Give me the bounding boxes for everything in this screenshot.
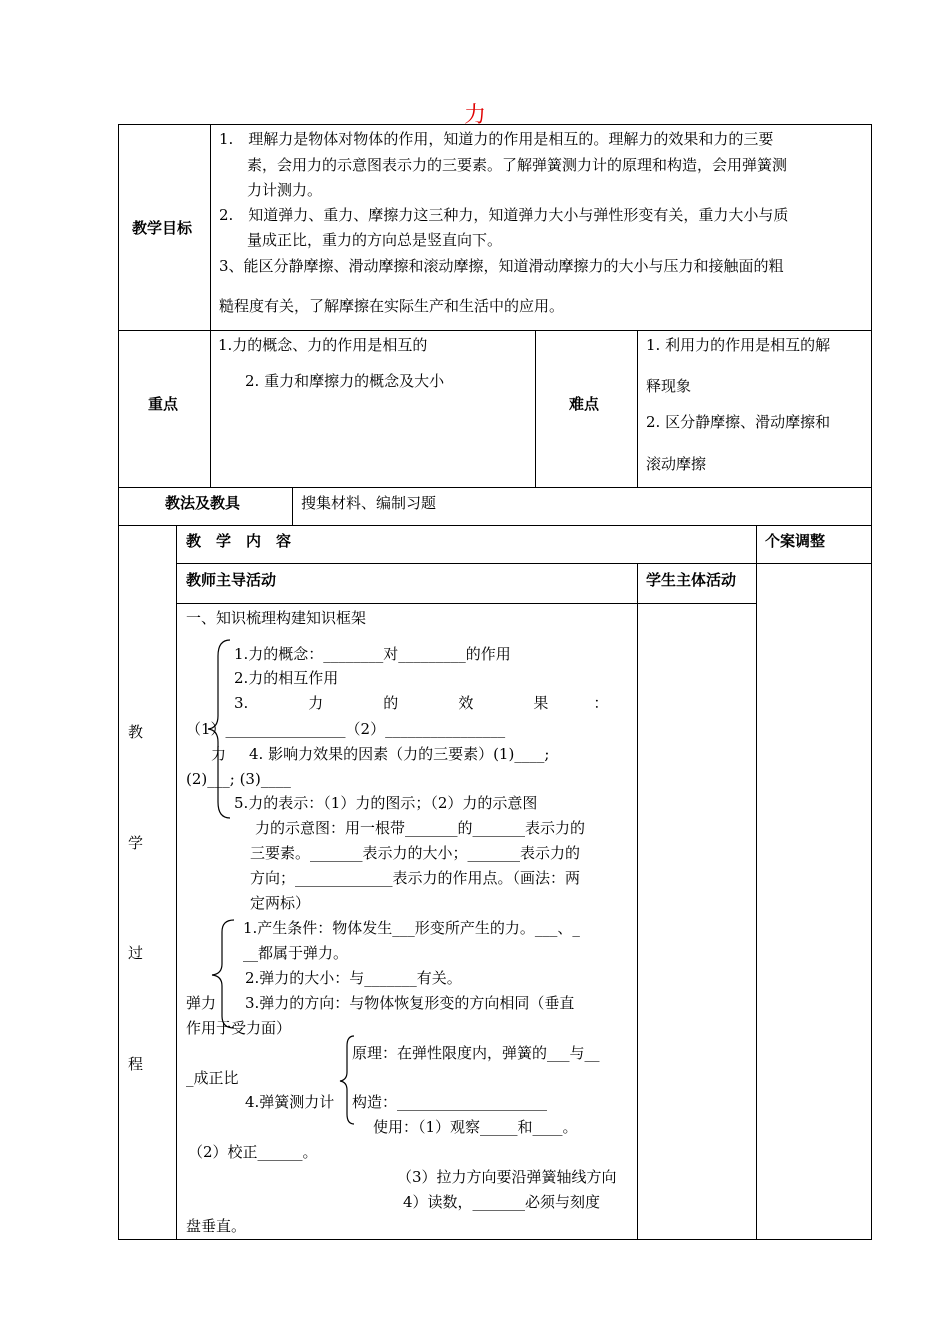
difficulty-line: 2. 区分静摩擦、滑动摩擦和 (646, 413, 831, 431)
key-points-label: 重点 (148, 395, 179, 413)
difficulty-line: 1. 利用力的作用是相互的解 (646, 336, 831, 354)
difficulty-line: 释现象 (646, 377, 692, 395)
force-line: 4. 影响力效果的因素（力的三要素）(1)____; (249, 745, 550, 763)
methods-label: 教法及教具 (165, 494, 241, 512)
force-line: 3. 力 的 效 果 ： (234, 694, 609, 712)
left-brace-icon (208, 918, 238, 1030)
process-side-label: 过 (128, 944, 144, 962)
process-side-label: 程 (128, 1055, 144, 1073)
elastic-line: 1.产生条件：物体发生___形变所产生的力。___、_ (243, 919, 580, 937)
force-line: 力的示意图：用一根带_______的_______表示力的 (255, 819, 586, 837)
elastic-line: __都属于弹力。 (243, 944, 349, 962)
student-activity-header: 学生主体活动 (646, 571, 737, 589)
spring-line: （3）拉力方向要沿弹簧轴线方向 (397, 1168, 617, 1186)
objective-line: 3、能区分静摩擦、滑动摩擦和滚动摩擦，知道滑动摩擦力的大小与压力和接触面的粗 (219, 257, 784, 275)
case-adjust-header: 个案调整 (765, 532, 826, 550)
page-title: 力 (463, 103, 486, 128)
spring-line: 4）读数，_______必须与刻度 (403, 1193, 601, 1211)
difficulties-label: 难点 (569, 395, 600, 413)
force-line: 定两标） (250, 894, 311, 912)
section-heading: 一、知识梳理构建知识框架 (186, 609, 367, 627)
force-line: 1.力的概念：________对_________的作用 (234, 645, 511, 663)
force-line: 方向；_____________表示力的作用点。（画法：两 (250, 869, 581, 887)
content-header: 教 学 内 容 (186, 532, 292, 550)
objectives-label: 教学目标 (132, 219, 193, 237)
difficulty-line: 滚动摩擦 (646, 455, 707, 473)
elastic-line: 3.弹力的方向：与物体恢复形变的方向相同（垂直 (245, 994, 575, 1012)
objective-line: 力计测力。 (247, 181, 323, 199)
spring-line: 原理：在弹性限度内，弹簧的___与__ (352, 1044, 600, 1062)
teacher-activity-header: 教师主导活动 (186, 571, 277, 589)
objective-line: 糙程度有关，了解摩擦在实际生产和生活中的应用。 (219, 297, 565, 315)
force-line: 三要素。_______表示力的大小；_______表示力的 (250, 844, 581, 862)
spring-line: （2）校正______。 (188, 1143, 318, 1161)
key-point-line: 2. 重力和摩擦力的概念及大小 (245, 372, 445, 390)
methods-value: 搜集材料、编制习题 (301, 494, 437, 512)
spring-line: 盘垂直。 (186, 1217, 247, 1235)
elastic-brace (208, 918, 238, 1034)
objective-line: 2. 知道弹力、重力、摩擦力这三种力，知道弹力大小与弹性形变有关，重力大小与质 (219, 206, 789, 224)
elastic-line: 2.弹力的大小：与_______有关。 (245, 969, 462, 987)
key-point-line: 1.力的概念、力的作用是相互的 (218, 336, 428, 354)
force-line: 5.力的表示：（1）力的图示；（2）力的示意图 (234, 794, 538, 812)
force-line: （1）________________（2）________________ (186, 720, 506, 738)
force-line: (2)___; (3)____ (186, 770, 291, 788)
spring-line: 构造：____________________ (352, 1093, 548, 1111)
objective-line: 量成正比，重力的方向总是竖直向下。 (247, 231, 503, 249)
spring-label: 4.弹簧测力计 (245, 1093, 335, 1111)
spring-line: 使用：（1）观察_____和____。 (373, 1118, 578, 1136)
force-line: 2.力的相互作用 (234, 669, 339, 687)
elastic-brace-label: 弹力 (186, 994, 217, 1012)
process-side-label: 学 (128, 834, 144, 852)
force-brace-label: 力 (211, 745, 227, 763)
process-side-label: 教 (128, 723, 144, 741)
spring-line: _成正比 (186, 1069, 239, 1087)
objective-line: 1. 理解力是物体对物体的作用，知道力的作用是相互的。理解力的效果和力的三要 (219, 130, 774, 148)
objective-line: 素，会用力的示意图表示力的三要素。了解弹簧测力计的原理和构造，会用弹簧测 (247, 156, 788, 174)
elastic-line: 作用于受力面） (186, 1019, 292, 1037)
